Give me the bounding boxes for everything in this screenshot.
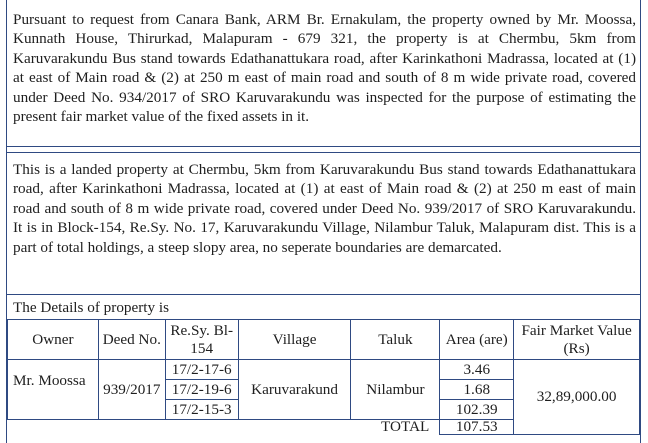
header-taluk: Taluk (351, 320, 440, 360)
inspection-paragraph: Pursuant to request from Canara Bank, ARM Br. Ernakulam, the property owned by Mr. Moossa, Kunnath House, Thirurkad, Malapuram - 679 321, the property is at Chermbu, 5km from Karuvarakundu Bus stand towards Edathanattukara road, after Karinkathoni Madrassa, located at (1) at east of Main road & (2) at 250 m east of main road and south of 8 m wide private road, covered under Deed No. 934/2017 of SRO Karuvarakundu was inspected for the purpose of estimating the present fair market value of the fixed assets in it. (13, 11, 636, 126)
cell-area: 1.68 (440, 380, 514, 400)
total-area: 107.53 (440, 420, 514, 435)
cell-fair-market-value: 32,89,000.00 (514, 360, 640, 435)
cell-resy: 17/2-15-3 (165, 400, 238, 420)
property-details-table (7, 319, 640, 435)
cell-deed-no: 939/2017 (98, 360, 165, 420)
cell-area: 102.39 (440, 400, 514, 420)
section-divider (7, 152, 640, 153)
cell-resy: 17/2-19-6 (165, 380, 238, 400)
cell-area: 3.46 (440, 360, 514, 380)
details-heading: The Details of property is (13, 299, 170, 316)
header-fair-market-value: Fair Market Value (Rs) (514, 320, 640, 360)
cell-village: Karuvarakund (238, 360, 351, 420)
table-row (8, 360, 640, 380)
header-resy: Re.Sy. Bl-154 (165, 320, 238, 360)
header-deed-no: Deed No. (98, 320, 165, 360)
property-description-paragraph: This is a landed property at Chermbu, 5km from Karuvarakundu Bus stand towards Edathanattukara road, after Karinkathoni Madrassa, located at (1) at east of Main road & (2) at 250 m east of main road and south of 8 m wide private road, covered under Deed No. 939/2017 of SRO Karuvarakundu. It is in Block-154, Re.Sy. No. 17, Karuvarakundu Village, Nilambur Taluk, Malapuram dist. This is a part of total holdings, a steep slopy area, no seperate boundaries are demarcated. (13, 161, 636, 256)
section-divider (7, 146, 640, 147)
table-header-row (8, 320, 640, 360)
cell-taluk: Nilambur (351, 360, 440, 420)
cell-owner: Mr. Moossa (8, 360, 99, 420)
total-label: TOTAL (381, 418, 430, 435)
section-divider (7, 294, 640, 295)
header-owner: Owner (8, 320, 99, 360)
header-village: Village (238, 320, 351, 360)
valuation-report-page (6, 0, 641, 443)
cell-resy: 17/2-17-6 (165, 360, 238, 380)
header-area: Area (are) (440, 320, 514, 360)
